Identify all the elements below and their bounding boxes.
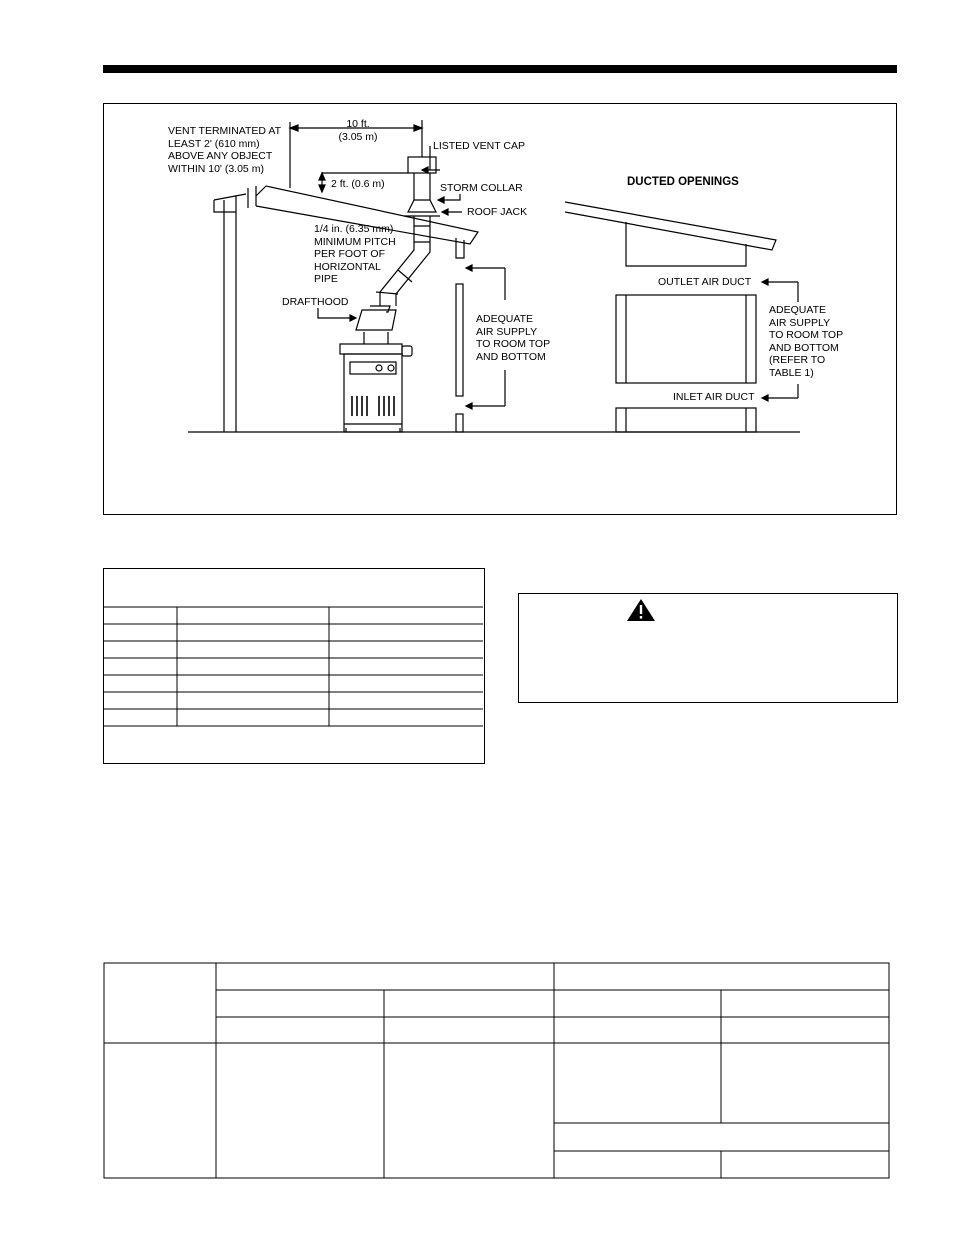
label-listed-vent-cap: LISTED VENT CAP [433,140,525,152]
label-roof-jack: ROOF JACK [467,206,528,218]
label-two-ft: 2 ft. (0.6 m) [331,178,385,190]
label-adequate-air-left: ADEQUATE AIR SUPPLY TO ROOM TOP AND BOTTOM [476,313,551,363]
label-drafthood: DRAFTHOOD [282,296,349,308]
label-ducted-openings: DUCTED OPENINGS [627,176,739,188]
label-adequate-air-right: ADEQUATE AIR SUPPLY TO ROOM TOP AND BOTTOM (REFER TO TABLE 1) [769,304,844,379]
label-outlet-air-duct: OUTLET AIR DUCT [658,276,752,288]
label-pitch: 1/4 in. (6.35 mm) MINIMUM PITCH PER FOOT OF HORIZONTAL PIPE [314,223,396,285]
label-storm-collar: STORM COLLAR [440,182,523,194]
label-inlet-air-duct: INLET AIR DUCT [673,391,755,403]
label-vent-terminated: VENT TERMINATED AT LEAST 2' (610 mm) ABOVE ANY OBJECT WITHIN 10' (3.05 m) [168,125,281,175]
label-ten-ft: 10 ft. (3.05 m) [338,118,378,143]
